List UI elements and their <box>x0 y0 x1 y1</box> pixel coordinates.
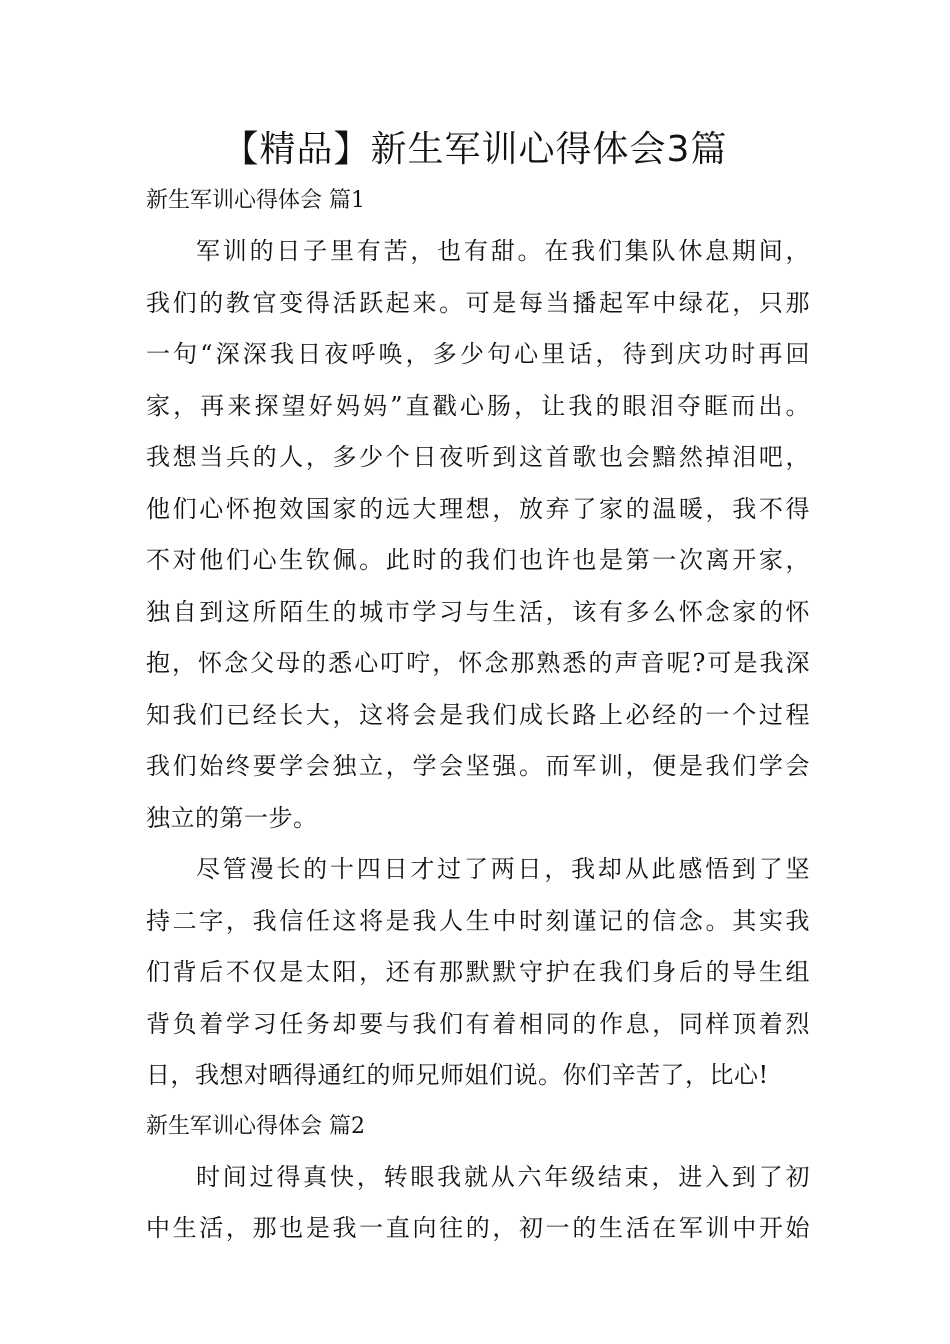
text-line: 家，再来探望好妈妈”直戳心肠，让我的眼泪夺眶而出。 <box>146 391 810 420</box>
text-line: 独自到这所陌生的城市学习与生活，该有多么怀念家的怀 <box>146 597 810 626</box>
text-line: 时间过得真快，转眼我就从六年级结束，进入到了初 <box>196 1162 810 1191</box>
text-line: 我们的教官变得活跃起来。可是每当播起军中绿花，只那 <box>146 288 810 317</box>
section-heading: 新生军训心得体会 篇2 <box>146 1113 365 1139</box>
text-line: 中生活，那也是我一直向往的，初一的生活在军训中开始 <box>146 1214 810 1242</box>
text-line: 独立的第一步。 <box>146 803 318 832</box>
section-1 <box>146 176 810 1102</box>
text-line: 背负着学习任务却要与我们有着相同的作息，同样顶着烈 <box>146 1009 810 1038</box>
text-line: 持二字，我信任这将是我人生中时刻谨记的信念。其实我 <box>146 906 810 935</box>
paragraph <box>146 226 810 844</box>
text-line: 知我们已经长大，这将会是我们成长路上必经的一个过程 <box>146 700 810 729</box>
text-line: 我想当兵的人，多少个日夜听到这首歌也会黯然掉泪吧， <box>146 443 810 471</box>
text-line: 们背后不仅是太阳，还有那默默守护在我们身后的导生组 <box>146 958 810 986</box>
text-line: 他们心怀抱效国家的远大理想，放弃了家的温暖，我不得 <box>146 494 810 523</box>
document-title: 【精品】新生军训心得体会3篇 <box>222 129 728 170</box>
text-line: 抱，怀念父母的悉心叮咛，怀念那熟悉的声音呢?可是我深 <box>146 649 810 677</box>
paragraph <box>146 844 810 1102</box>
text-line: 尽管漫长的十四日才过了两日，我却从此感悟到了坚 <box>196 855 810 883</box>
section-2 <box>146 1102 810 1255</box>
text-line: 我们始终要学会独立，学会坚强。而军训，便是我们学会 <box>146 752 810 780</box>
document-body <box>146 176 810 1255</box>
text-line: 日，我想对晒得通红的师兄师姐们说。你们辛苦了，比心! <box>146 1061 769 1089</box>
section-heading: 新生军训心得体会 篇1 <box>146 188 365 213</box>
text-line: 不对他们心生钦佩。此时的我们也许也是第一次离开家， <box>146 546 810 574</box>
paragraph <box>146 1152 810 1255</box>
text-line: 一句“深深我日夜呼唤，多少句心里话，待到庆功时再回 <box>146 340 810 368</box>
text-line: 军训的日子里有苦，也有甜。在我们集队休息期间， <box>196 237 810 265</box>
